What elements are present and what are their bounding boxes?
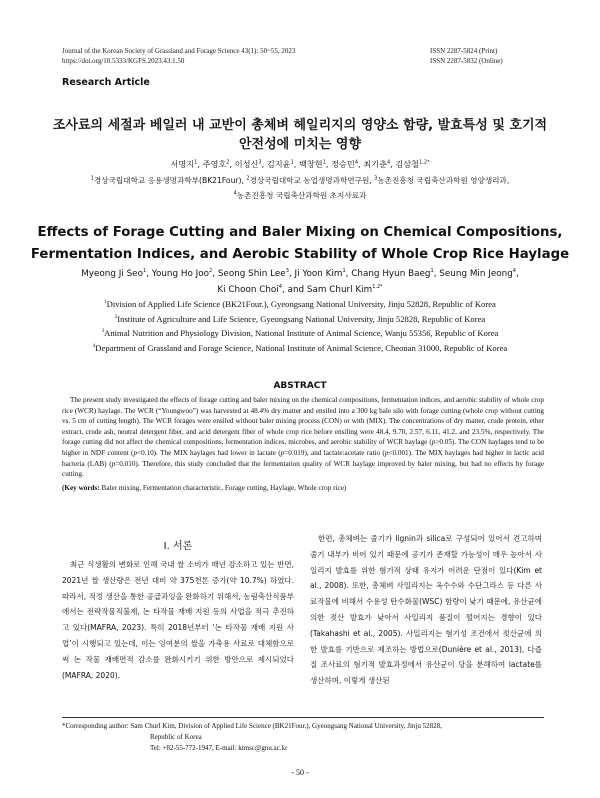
- korean-title-line2: 안전성에 미치는 영향: [238, 137, 362, 152]
- intro-heading: Ⅰ. 서론: [163, 541, 193, 552]
- page-number: - 50 -: [291, 768, 309, 777]
- korean-author: 이성신$^3$: [234, 159, 262, 169]
- intro-left-column: [62, 557, 294, 683]
- abstract-text: The present study investigated the effects of forage cutting and baler mixing on the chemical compositions, fermentation indices, and aerobic stability of whole crop rice (WCR) haylage. The WCR (“Youngwoo”) was harvested at 48.4% dry matter and ensiled into a 300 kg bale silo with forage cutting (whole crop without cutting vs. 5 cm of cutting length). The WCR forages were ensiled without baler mixing process (CON) or with (MIX). The concentrations of dry matter, crude protein, ether extract, crude ash, neutral detergent fiber, and acid detergent fiber of whole crop rice before ensiling were 48.4, 9.70, 2.57, 6.11, 41.2, and 23.5%, respectively. The forage cutting did not affect the chemical compositions, fermentation indices, microbes, and aerobic stability of WCR haylage (p>0.05). The CON haylages tend to be higher in NDF content (p<0.10). The MIX haylages had lower in lactate (p=0.019), and lactate:acetate ratio (p<0.001). The MIX haylages had higher in lactic acid bacteria (LAB) (p=0.010). Therefore, this study concluded that the fermentation quality of WCR haylage improved by baler mixing, but had no effects by forage cutting. (Key words: Baler mixing, Fermentation characteristic, Forage cutting, Haylage, Whole crop rice): [62, 396, 545, 492]
- doi-link[interactable]: https://doi.org/10.5333/KGFS.2023.43.1.50: [62, 57, 185, 65]
- korean-affiliation-3: 농촌진흥청 국립축산과학원 영양생리과,: [377, 176, 510, 185]
- footnote-country: Republic of Korea: [150, 733, 202, 741]
- abstract-heading: ABSTRACT: [273, 381, 327, 391]
- english-title-line1: Effects of Forage Cutting and Baler Mixing on Chemical Compositions,: [37, 225, 563, 240]
- english-author: Chang Hyun Baeg$^1$: [351, 268, 434, 279]
- korean-affiliations: $^1$경상국립대학교 응용생명과학부(BK21Four), $^2$경상국립대학교 농업생명과학연구원, $^3$농촌진흥청 국립축산과학원 영양생리과, $^4$농촌진흥청 국립축산과학원 초지사료과: [90, 175, 510, 200]
- english-author: Seong Shin Lee$^3$: [217, 268, 289, 279]
- journal-citation: Journal of the Korean Society of Grassland and Forage Science 43(1): 50~55, 2023: [62, 47, 296, 55]
- keywords: (Key words: Baler mixing, Fermentation characteristic, Forage cutting, Haylage, Whole crop rice): [62, 483, 347, 492]
- korean-author: 최기춘$^4$: [363, 159, 391, 169]
- english-author: Sam Churl Kim$^{1,2*}$: [306, 284, 383, 295]
- english-affiliation: $^4$Department of Grassland and Forage Science, National Institute of Animal Science, Cheonan 31000, Republic of Korea: [92, 342, 508, 353]
- intro-paragraph: 최근 식생활의 변화로 인해 국내 쌀 소비가 매년 감소하고 있는 반면, 2021년 쌀 생산량은 전년 대비 약 375천톤 증가(약 10.7%) 하였다. 따라서, 적정 생산을 통한 공급과잉을 완화하기 위해서, 농림축산식품부에서는 전략작물직불제, 논 타작물 재배 지원 등의 사업을 적극 추진하고 있다(MAFRA, 2023). 특히 2018년부터 ‘논 타작물 재배 지원 사업’이 시행되고 있는데, 이는 잉여분의 쌀을 가축용 사료로 대체함으로써 논 작물 재배면적 감소를 완화시키기 위한 방안으로 제시되었다(MAFRA, 2020).: [62, 560, 294, 680]
- korean-author: 주영호$^2$: [202, 159, 230, 169]
- korean-author: 백창현$^1$: [298, 159, 326, 169]
- footnote-divider: [62, 717, 544, 718]
- english-title-line2: Fermentation Indices, and Aerobic Stability of Whole Crop Rice Haylage: [30, 247, 570, 262]
- korean-author: 김지윤$^1$: [266, 159, 294, 169]
- english-affiliation: $^3$Animal Nutrition and Physiology Division, National Institute of Animal Science, Wanju 55356, Republic of Korea: [101, 328, 499, 339]
- english-author: Ki Choon Choi$^4$: [217, 284, 282, 295]
- intro-right-column: [310, 531, 542, 689]
- english-title: [0, 222, 600, 266]
- english-affiliations: [0, 297, 600, 355]
- korean-title-line1: 조사료의 세절과 베일러 내 교반이 총체벼 헤일리지의 영양소 함량, 발효특성 및 호기적: [52, 118, 548, 133]
- corresponding-author: *Corresponding author: Sam Churl Kim, Division of Applied Life Science (BK21Four.), Gyeongsang National University, Jinju 52828,: [62, 722, 442, 730]
- intro-paragraph: 한편, 총체벼는 줄기가 lignin과 silica로 구성되어 있어서 견고하며 줄기 내부가 비어 있기 때문에 공기가 존재할 가능성이 매우 높아서 사일리지 발효를 위한 혐기적 상태 유지가 어려운 단점이 있다(Kim et al., 2008). 또한, 총체벼 사일리지는 옥수수와 수단그라스 등 다른 사료작물에 비해서 수용성 탄수화물(WSC) 함량이 낮기 때문에, 유산균에 의한 젖산 발효가 낮아서 사일리지 품질이 떨어지는 경향이 있다(Takahashi et al., 2005). 사일리지는 혐기성 조건에서 젖산균에 의한 발효를 기반으로 제조하는 방법으로(Dunière et al., 2013), 다즙질 조사료의 혐기적 발효과정에서 유산균이 당을 분해하여 lactate를 생산하며, 이렇게 생산된: [310, 534, 542, 686]
- english-authors: Myeong Ji Seo$^1$, Young Ho Joo$^2$, Seong Shin Lee$^3$, Ji Yoon Kim$^1$, Chang Hyun Baeg$^1$, Seung Min Jeong$^4$, Ki Choon Choi$^4$, and Sam Churl Kim$^{1,2*}$: [81, 268, 519, 295]
- issn-online: ISSN 2287-5832 (Online): [430, 57, 503, 65]
- footnote-contact[interactable]: Tel: +82-55-772-1947, E-mail: kimsc@gnu.ac.kr: [150, 744, 288, 752]
- english-author: Seung Min Jeong$^4$: [439, 268, 516, 279]
- korean-affiliation-2: 경상국립대학교 농업생명과학연구원,: [249, 176, 372, 185]
- english-affiliation: $^2$Institute of Agriculture and Life Science, Gyeongsang National University, Jinju 52828, Republic of Korea: [114, 313, 486, 324]
- english-author: Ji Yoon Kim$^1$: [294, 268, 346, 279]
- korean-affiliation-1: 경상국립대학교 응용생명과학부(BK21Four),: [93, 176, 244, 185]
- korean-author: 김삼철$^{1,2*}$: [395, 159, 430, 169]
- english-affiliation: $^1$Division of Applied Life Science (BK21Four.), Gyeongsang National University, Jinju 52828, Republic of Korea: [104, 299, 496, 309]
- korean-author: 서명지$^1$: [170, 159, 198, 169]
- english-author: Myeong Ji Seo$^1$: [81, 268, 147, 279]
- footnote: [62, 721, 544, 754]
- issn-print: ISSN 2287-5824 (Print): [430, 47, 498, 55]
- korean-authors: 서명지$^1$, 주영호$^2$, 이성신$^3$, 김지윤$^1$, 백창현$^1$, 정승민$^4$, 최기춘$^4$, 김삼철$^{1,2*}$: [170, 159, 430, 169]
- korean-title: [0, 116, 600, 154]
- english-author: Young Ho Joo$^2$: [151, 268, 213, 279]
- article-type: Research Article: [62, 77, 150, 88]
- korean-author: 정승민$^4$: [331, 159, 359, 169]
- korean-affiliation-4: 농촌진흥청 국립축산과학원 초지사료과: [236, 191, 367, 200]
